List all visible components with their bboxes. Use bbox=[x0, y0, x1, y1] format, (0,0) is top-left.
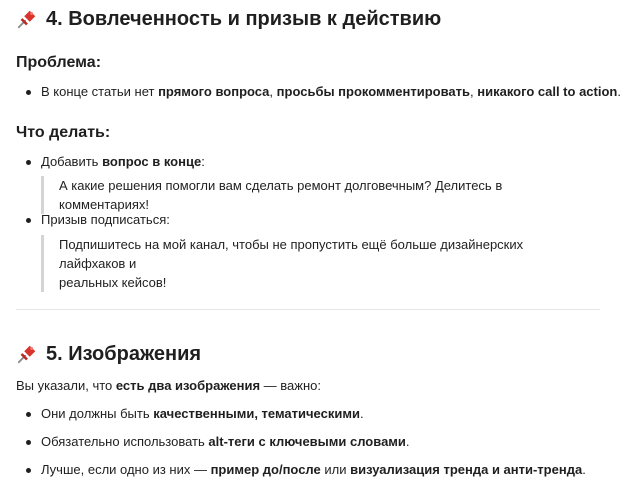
bold-text: качественными, тематическими bbox=[153, 406, 360, 421]
problem-bullet bbox=[41, 83, 621, 101]
text: Они должны быть bbox=[41, 406, 154, 421]
bold-text: никакого call to action bbox=[477, 84, 618, 99]
text: Обязательно использовать bbox=[41, 434, 209, 449]
section-5-title: 5. Изображения bbox=[46, 343, 202, 365]
text: . bbox=[582, 462, 586, 477]
text: , bbox=[470, 84, 478, 99]
text: Добавить bbox=[41, 154, 103, 169]
image-bullet-quality bbox=[41, 405, 364, 423]
text: Призыв подписаться: bbox=[41, 212, 170, 227]
quote-subscribe bbox=[41, 235, 581, 292]
text: или bbox=[320, 462, 351, 477]
text: : bbox=[201, 154, 205, 169]
image-bullet-alt bbox=[41, 433, 410, 451]
text: , bbox=[269, 84, 277, 99]
bold-text: визуализация тренда и анти-тренда bbox=[350, 462, 583, 477]
section-4-title: 4. Вовлеченность и призыв к действию bbox=[46, 8, 442, 30]
quote-line: А какие решения помогли вам сделать ремонт долговечным? Делитесь в комментариях! bbox=[59, 178, 503, 212]
todo-item-subscribe bbox=[41, 211, 170, 229]
bold-text: alt-теги с ключевыми словами bbox=[208, 434, 406, 449]
problem-heading: Проблема: bbox=[16, 54, 102, 71]
pushpin-icon bbox=[16, 8, 38, 30]
text: Лучше, если одно из них — bbox=[41, 462, 211, 477]
section-4-heading bbox=[16, 7, 441, 31]
text: . bbox=[359, 406, 364, 421]
quote-question bbox=[41, 176, 581, 214]
image-bullet-before-after bbox=[41, 461, 586, 479]
bold-text: пример до/после bbox=[210, 462, 321, 477]
text: — важно: bbox=[260, 378, 321, 393]
bold-text: есть два изображения bbox=[115, 378, 261, 393]
quote-line: Подпишитесь на мой канал, чтобы не пропустить ещё больше дизайнерских лайфхаков и bbox=[59, 237, 524, 271]
text: Вы указали, что bbox=[16, 378, 116, 393]
section-divider bbox=[16, 309, 600, 310]
bold-text: просьбы прокомментировать bbox=[276, 84, 470, 99]
text: . bbox=[405, 434, 410, 449]
quote-line: реальных кейсов! bbox=[59, 275, 167, 290]
bold-text: прямого вопроса bbox=[158, 84, 270, 99]
text: В конце статьи нет bbox=[41, 84, 159, 99]
todo-heading: Что делать: bbox=[16, 124, 111, 141]
text: . bbox=[617, 84, 621, 99]
section-5-heading bbox=[16, 342, 201, 366]
bold-text: вопрос в конце bbox=[102, 154, 202, 169]
pushpin-icon bbox=[16, 343, 38, 365]
section-5-intro bbox=[16, 377, 321, 395]
todo-item-question bbox=[41, 153, 205, 171]
